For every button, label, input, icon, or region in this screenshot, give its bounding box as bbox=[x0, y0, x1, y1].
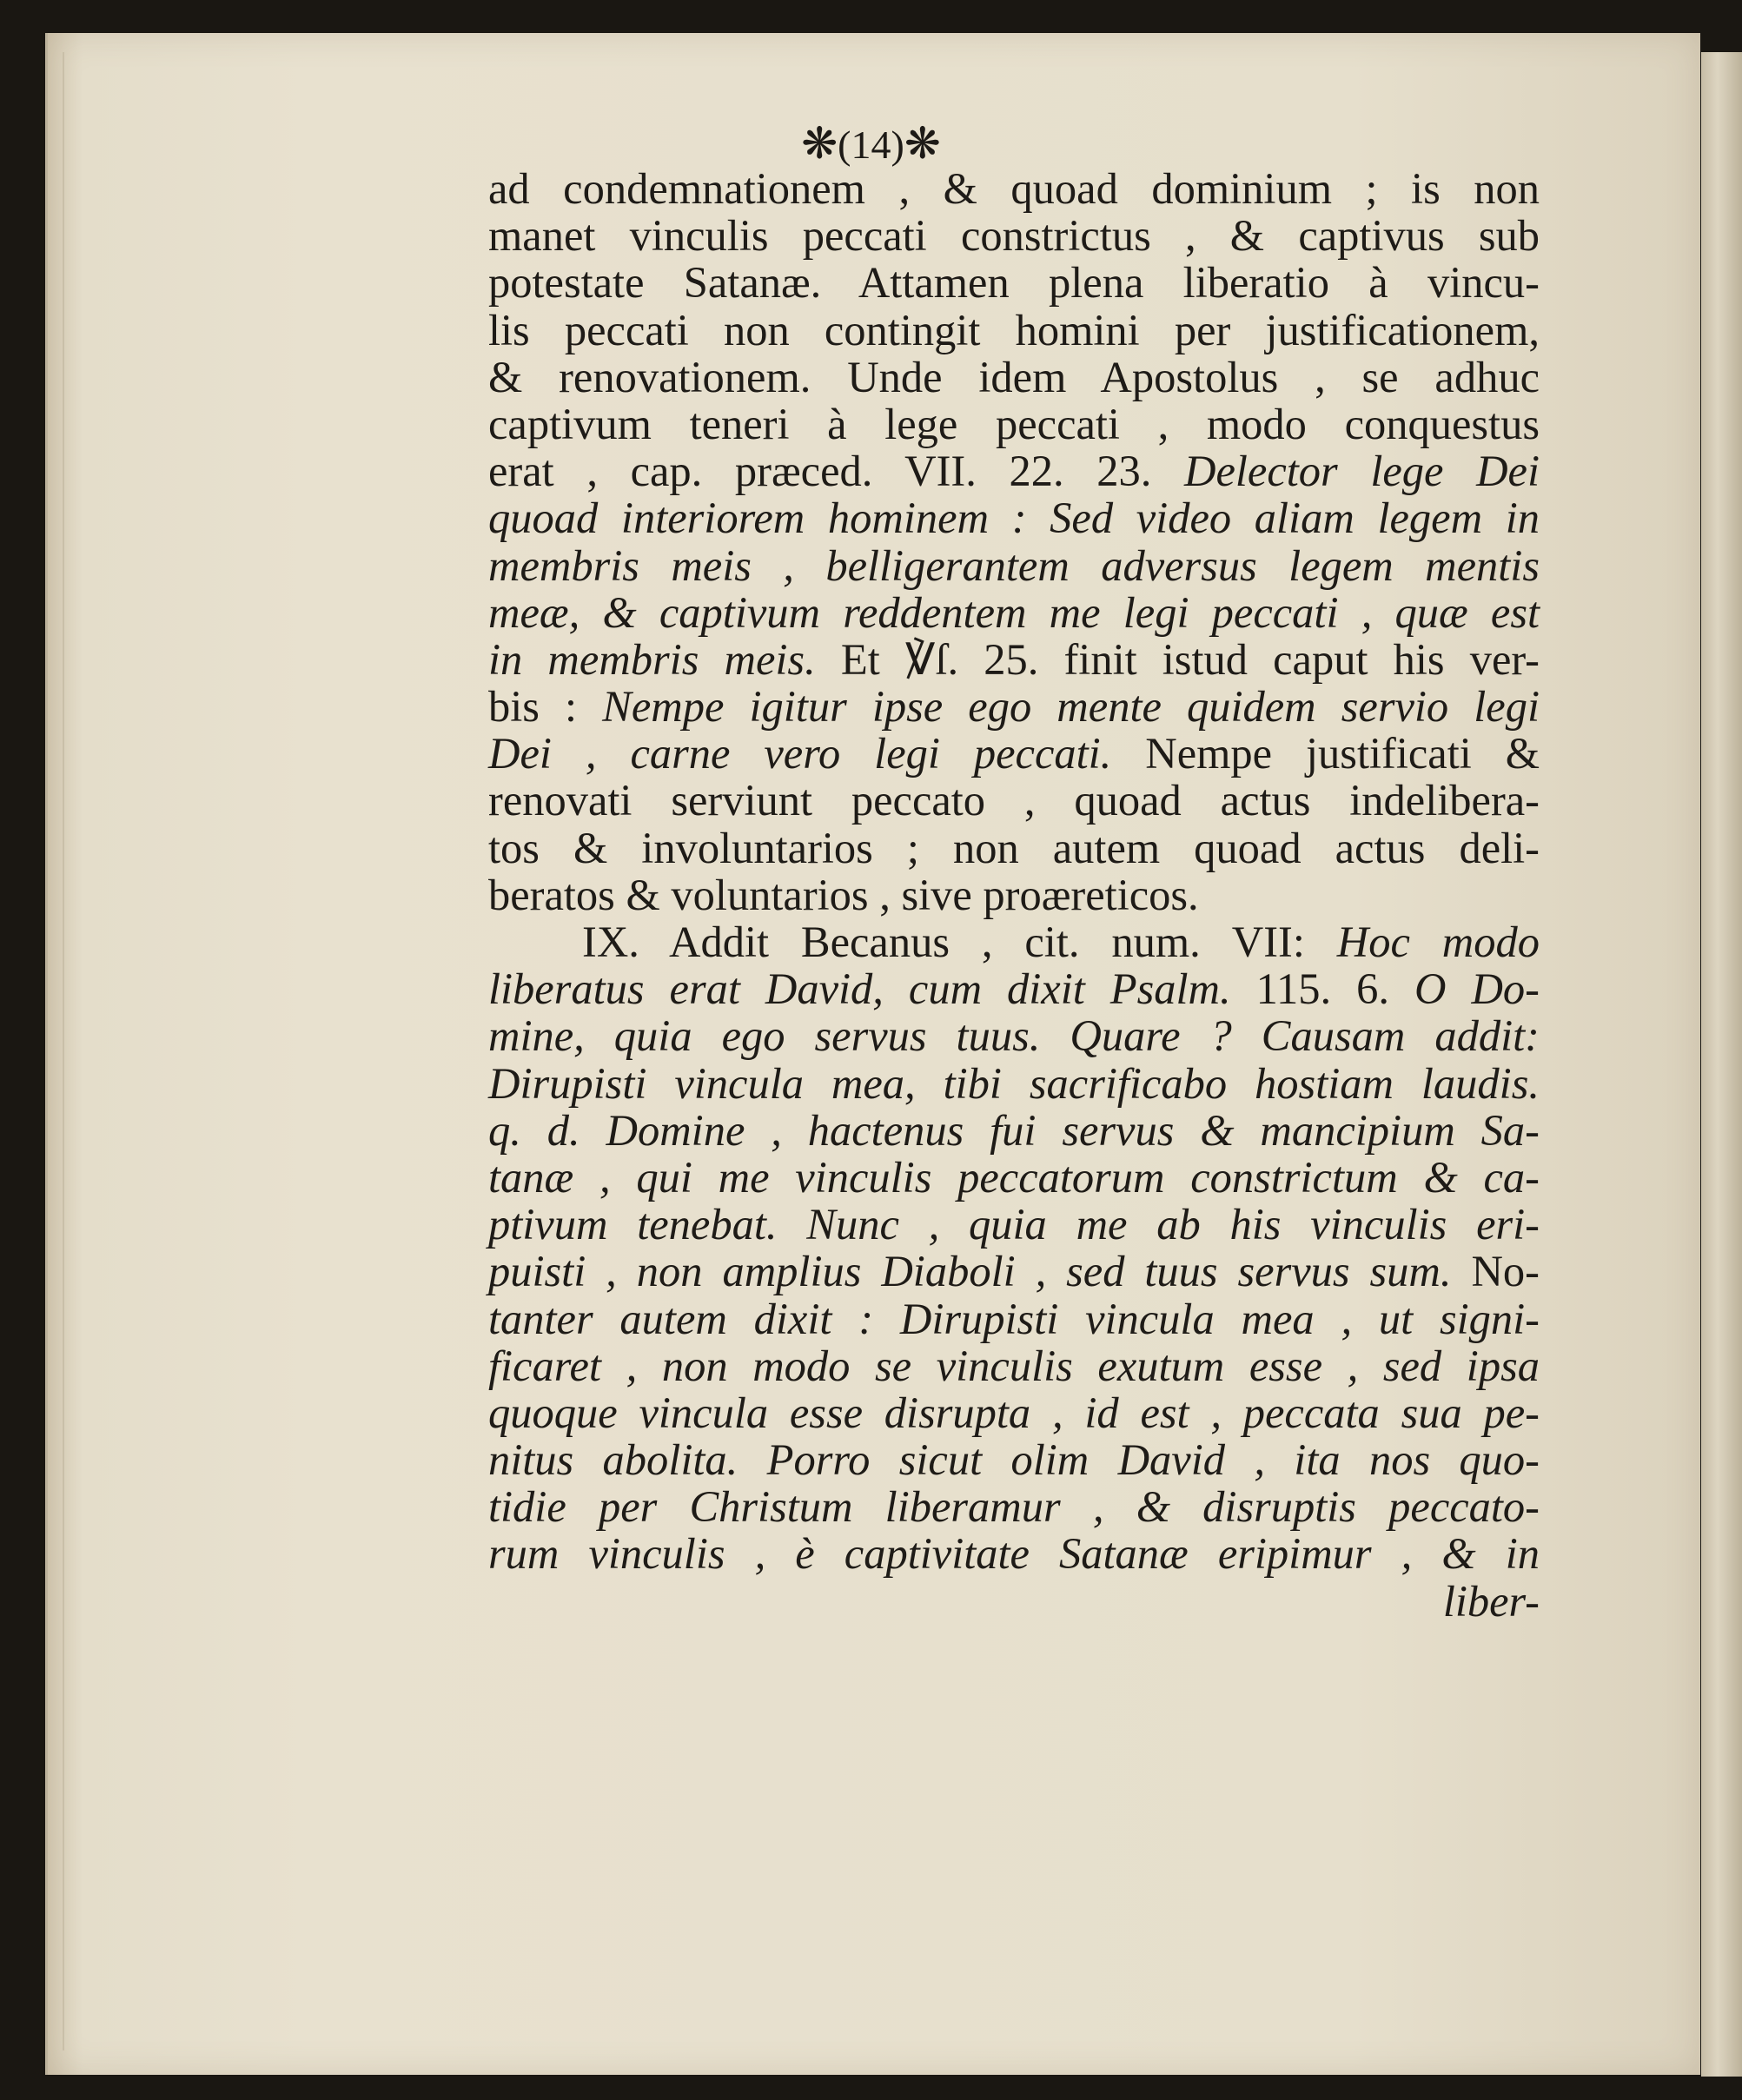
italic-text-segment: tanæ , qui me vinculis peccatorum constrictum & ca- bbox=[488, 1152, 1540, 1202]
italic-text-segment: nitus abolita. Porro sicut olim David , ita nos quo- bbox=[488, 1435, 1540, 1485]
italic-text-segment: ptivum tenebat. Nunc , quia me ab his vinculis eri- bbox=[488, 1200, 1540, 1249]
italic-text-segment: Nempe igitur ipse ego mente quidem servio legi bbox=[602, 682, 1540, 732]
text-segment: bis : bbox=[488, 682, 603, 732]
text-line bbox=[488, 401, 1540, 447]
left-ornament: ❋ bbox=[801, 119, 838, 168]
text-line bbox=[488, 1483, 1540, 1530]
italic-text-segment: liber- bbox=[1442, 1576, 1540, 1626]
text-line bbox=[488, 165, 1540, 212]
text-line bbox=[488, 825, 1540, 871]
text-line bbox=[488, 918, 1540, 965]
italic-text-segment: mine, quia ego servus tuus. Quare ? Causam addit: bbox=[488, 1011, 1540, 1061]
text-line bbox=[488, 259, 1540, 306]
next-page-edge bbox=[1701, 52, 1742, 2077]
text-segment: 115. 6. bbox=[1230, 964, 1414, 1014]
text-line bbox=[488, 354, 1540, 401]
italic-text-segment: ficaret , non modo se vinculis exutum esse , sed ipsa bbox=[488, 1341, 1540, 1390]
page-number: (14) bbox=[838, 123, 904, 167]
italic-text-segment: Dirupisti vincula mea , ut signi- bbox=[899, 1294, 1540, 1343]
text-line bbox=[488, 1248, 1540, 1295]
text-line bbox=[488, 307, 1540, 354]
italic-text-segment: liberatus erat David, cum dixit Psalm. bbox=[488, 964, 1231, 1014]
text-line bbox=[488, 1530, 1540, 1577]
italic-text-segment: q. d. Domine , hactenus fui servus & mancipium Sa- bbox=[488, 1105, 1540, 1155]
text-line bbox=[488, 1154, 1540, 1201]
italic-text-segment: Dei , carne vero legi peccati. bbox=[488, 729, 1112, 778]
page-gutter-line bbox=[63, 52, 64, 2050]
italic-text-segment: Delector lege Dei bbox=[1184, 447, 1540, 496]
italic-text-segment: membris meis , belligerantem adversus legem mentis bbox=[488, 540, 1540, 590]
text-line bbox=[488, 447, 1540, 494]
text-segment: IX. Addit Becanus , cit. num. VII: bbox=[582, 918, 1337, 966]
text-segment: Et ℣ſ. 25. finit istud caput his ver- bbox=[815, 634, 1540, 684]
italic-text-segment: rum vinculis , è captivitate Satanæ eripimur , & in bbox=[488, 1529, 1540, 1579]
text-line bbox=[488, 871, 1540, 918]
text-line bbox=[488, 1436, 1540, 1483]
italic-text-segment: Dirupisti vincula mea, tibi sacrificabo hostiam laudis. bbox=[488, 1058, 1540, 1108]
text-line bbox=[488, 212, 1540, 259]
italic-text-segment: quoad interiorem hominem : Sed video aliam legem in bbox=[488, 494, 1540, 543]
text-line bbox=[488, 730, 1540, 777]
body-text bbox=[488, 165, 1540, 1625]
text-line bbox=[488, 1107, 1540, 1154]
text-line bbox=[488, 494, 1540, 541]
text-line bbox=[488, 1578, 1540, 1625]
text-line bbox=[488, 1201, 1540, 1248]
italic-text-segment: meæ, & captivum reddentem me legi peccati , quæ est bbox=[488, 587, 1540, 637]
text-line bbox=[488, 683, 1540, 730]
text-line bbox=[488, 1012, 1540, 1059]
italic-text-segment: tanter autem dixit : bbox=[488, 1294, 900, 1343]
text-segment: erat , cap. præced. VII. 22. 23. bbox=[488, 447, 1185, 496]
italic-text-segment: O Do- bbox=[1414, 964, 1540, 1014]
text-segment: Nempe justificati & bbox=[1111, 729, 1540, 778]
italic-text-segment: in membris meis. bbox=[488, 634, 816, 684]
italic-text-segment: quoque vincula esse disrupta , id est , peccata sua pe- bbox=[488, 1388, 1540, 1437]
text-line bbox=[488, 965, 1540, 1012]
text-segment: beratos & voluntarios , sive proæreticos. bbox=[488, 870, 1199, 919]
page-header bbox=[0, 118, 1742, 169]
text-segment: renovati serviunt peccato , quoad actus indelibera- bbox=[488, 776, 1540, 825]
text-segment: tos & involuntarios ; non autem quoad actus deli- bbox=[488, 823, 1540, 872]
text-segment: manet vinculis peccati constrictus , & captivus sub bbox=[488, 211, 1540, 261]
italic-text-segment: tidie per Christum liberamur , & disruptis peccato- bbox=[488, 1482, 1540, 1532]
text-segment: lis peccati non contingit homini per justificationem, bbox=[488, 305, 1540, 354]
text-line bbox=[488, 542, 1540, 589]
text-segment: & renovationem. Unde idem Apostolus , se adhuc bbox=[488, 352, 1540, 401]
text-line bbox=[488, 1342, 1540, 1389]
text-segment: No- bbox=[1451, 1247, 1540, 1296]
italic-text-segment: puisti , non amplius Diaboli , sed tuus servus sum. bbox=[488, 1247, 1452, 1296]
text-segment: potestate Satanæ. Attamen plena liberatio à vincu- bbox=[488, 258, 1540, 308]
text-line bbox=[488, 1295, 1540, 1342]
text-line bbox=[488, 589, 1540, 636]
text-segment: captivum teneri à lege peccati , modo conquestus bbox=[488, 399, 1540, 448]
text-line bbox=[488, 636, 1540, 683]
text-line bbox=[488, 777, 1540, 824]
italic-text-segment: Hoc modo bbox=[1336, 918, 1540, 966]
text-segment: ad condemnationem , & quoad dominium ; is non bbox=[488, 164, 1540, 213]
text-line bbox=[488, 1389, 1540, 1436]
text-line bbox=[488, 1060, 1540, 1107]
right-ornament: ❋ bbox=[904, 119, 941, 168]
